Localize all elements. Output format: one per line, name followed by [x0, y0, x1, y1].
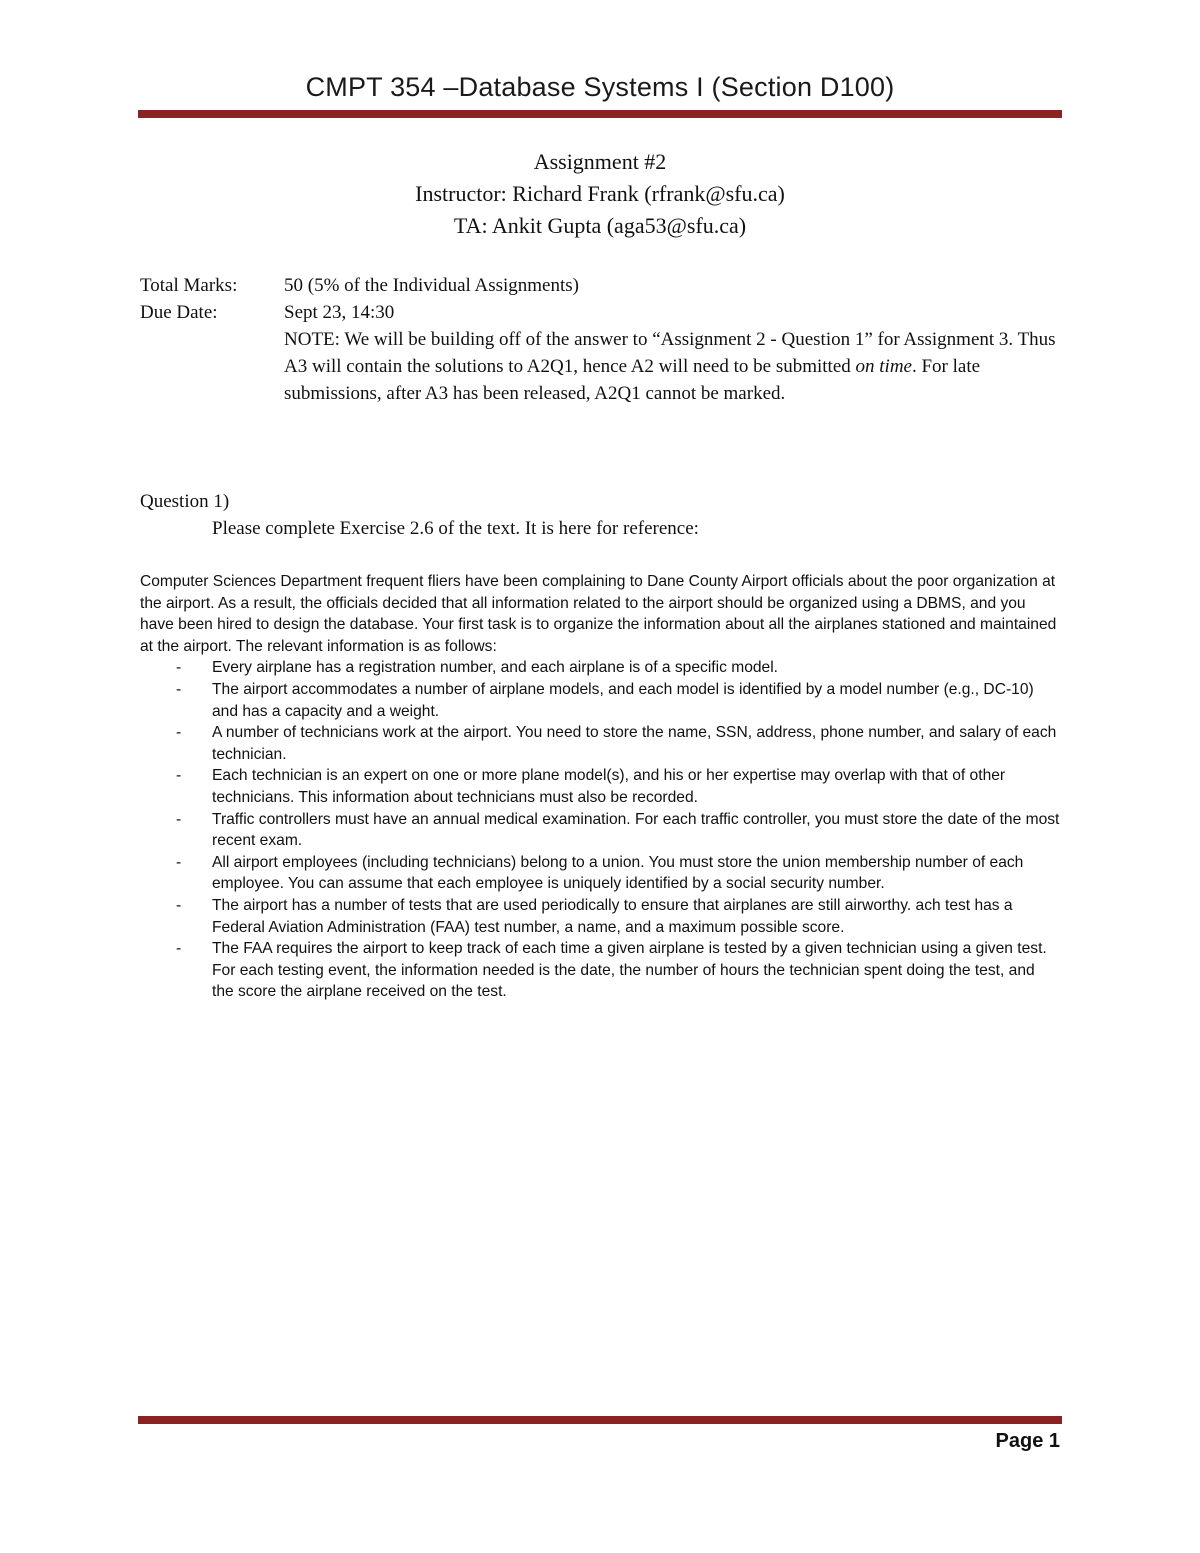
instructor-line: Instructor: Richard Frank (rfrank@sfu.ca)	[415, 181, 785, 206]
bullet-dash: -	[176, 659, 182, 677]
assignment-meta	[140, 272, 1060, 407]
list-item-text: The airport has a number of tests that are used periodically to ensure that airplanes are still airworthy. ach test has a Federal Aviation Administration (FAA) test number, a name, and a maximum possible score.	[212, 896, 1013, 936]
list-item-text: All airport employees (including technicians) belong to a union. You must store the union membership number of each employee. You can assume that each employee is uniquely identified by a social security number.	[212, 853, 1024, 893]
footer-rule	[138, 1416, 1062, 1424]
note-text-end: . For late submissions, after A3 has been released, A2Q1 cannot be marked.	[284, 356, 981, 404]
ta-line: TA: Ankit Gupta (aga53@sfu.ca)	[453, 213, 747, 238]
list-item-text: Traffic controllers must have an annual medical examination. For each traffic controller, you must store the date of the most recent exam.	[212, 810, 1060, 850]
due-date-row	[140, 299, 1060, 326]
list-item	[140, 809, 1060, 852]
requirements-list	[140, 657, 1060, 1003]
question-heading: Question 1)	[140, 491, 230, 512]
page-number: Page 1	[995, 1430, 1060, 1452]
due-date-label: Due Date:	[140, 302, 218, 323]
course-title: CMPT 354 –Database Systems I (Section D100)	[305, 72, 895, 102]
assignment-title: Assignment #2	[533, 149, 667, 174]
header-rule	[138, 110, 1062, 118]
bullet-dash: -	[176, 940, 182, 958]
list-item	[140, 679, 1060, 722]
bullet-dash: -	[176, 724, 182, 742]
list-item-text: Each technician is an expert on one or more plane model(s), and his or her expertise may overlap with that of other technicians. This information about technicians must also be recorded.	[212, 767, 1006, 806]
list-item	[140, 657, 1060, 679]
question-instruction: Please complete Exercise 2.6 of the text. It is here for reference:	[212, 518, 699, 539]
exercise-text	[140, 571, 1060, 1003]
list-item-text: Every airplane has a registration number, and each airplane is of a specific model.	[212, 659, 779, 677]
bullet-dash: -	[176, 896, 182, 914]
exercise-intro: Computer Sciences Department frequent fliers have been complaining to Dane County Airport officials about the poor organization at the airport. As a result, the officials decided that all information related to the airport should be organized using a DBMS, and you have been hired to design the database. Your first task is to organize the information about all the airplanes stationed and maintained at the airport. The relevant information is as follows:	[140, 573, 1057, 655]
bullet-dash: -	[176, 853, 182, 871]
title-block	[138, 146, 1062, 242]
list-item-text: The airport accommodates a number of airplane models, and each model is identified by a model number (e.g., DC-10) and has a capacity and a weight.	[212, 680, 1034, 720]
list-item	[140, 722, 1060, 765]
bullet-dash: -	[176, 810, 182, 828]
total-marks-label: Total Marks:	[140, 275, 238, 296]
due-date-note	[284, 326, 1060, 407]
list-item	[140, 938, 1060, 1003]
list-item	[140, 765, 1060, 808]
list-item-text: The FAA requires the airport to keep track of each time a given airplane is tested by a given technician using a given test. For each testing event, the information needed is the date, the number of hours the technician spent doing the test, and the score the airplane received on the test.	[212, 940, 1047, 1001]
total-marks-row	[140, 272, 1060, 299]
total-marks-value: 50 (5% of the Individual Assignments)	[284, 275, 579, 296]
note-text: NOTE: We will be building off of the answer to “Assignment 2 - Question 1” for Assignment 3. Thus A3 will contain the solutions to A2Q1, hence A2 will need to be submitted	[284, 329, 1056, 377]
list-item	[140, 895, 1060, 938]
list-item-text: A number of technicians work at the airport. You need to store the name, SSN, address, phone number, and salary of each technician.	[212, 724, 1057, 763]
bullet-dash: -	[176, 680, 182, 698]
list-item	[140, 852, 1060, 895]
note-emphasis: on time	[855, 356, 912, 377]
due-date-value: Sept 23, 14:30	[284, 302, 395, 323]
bullet-dash: -	[176, 767, 182, 785]
